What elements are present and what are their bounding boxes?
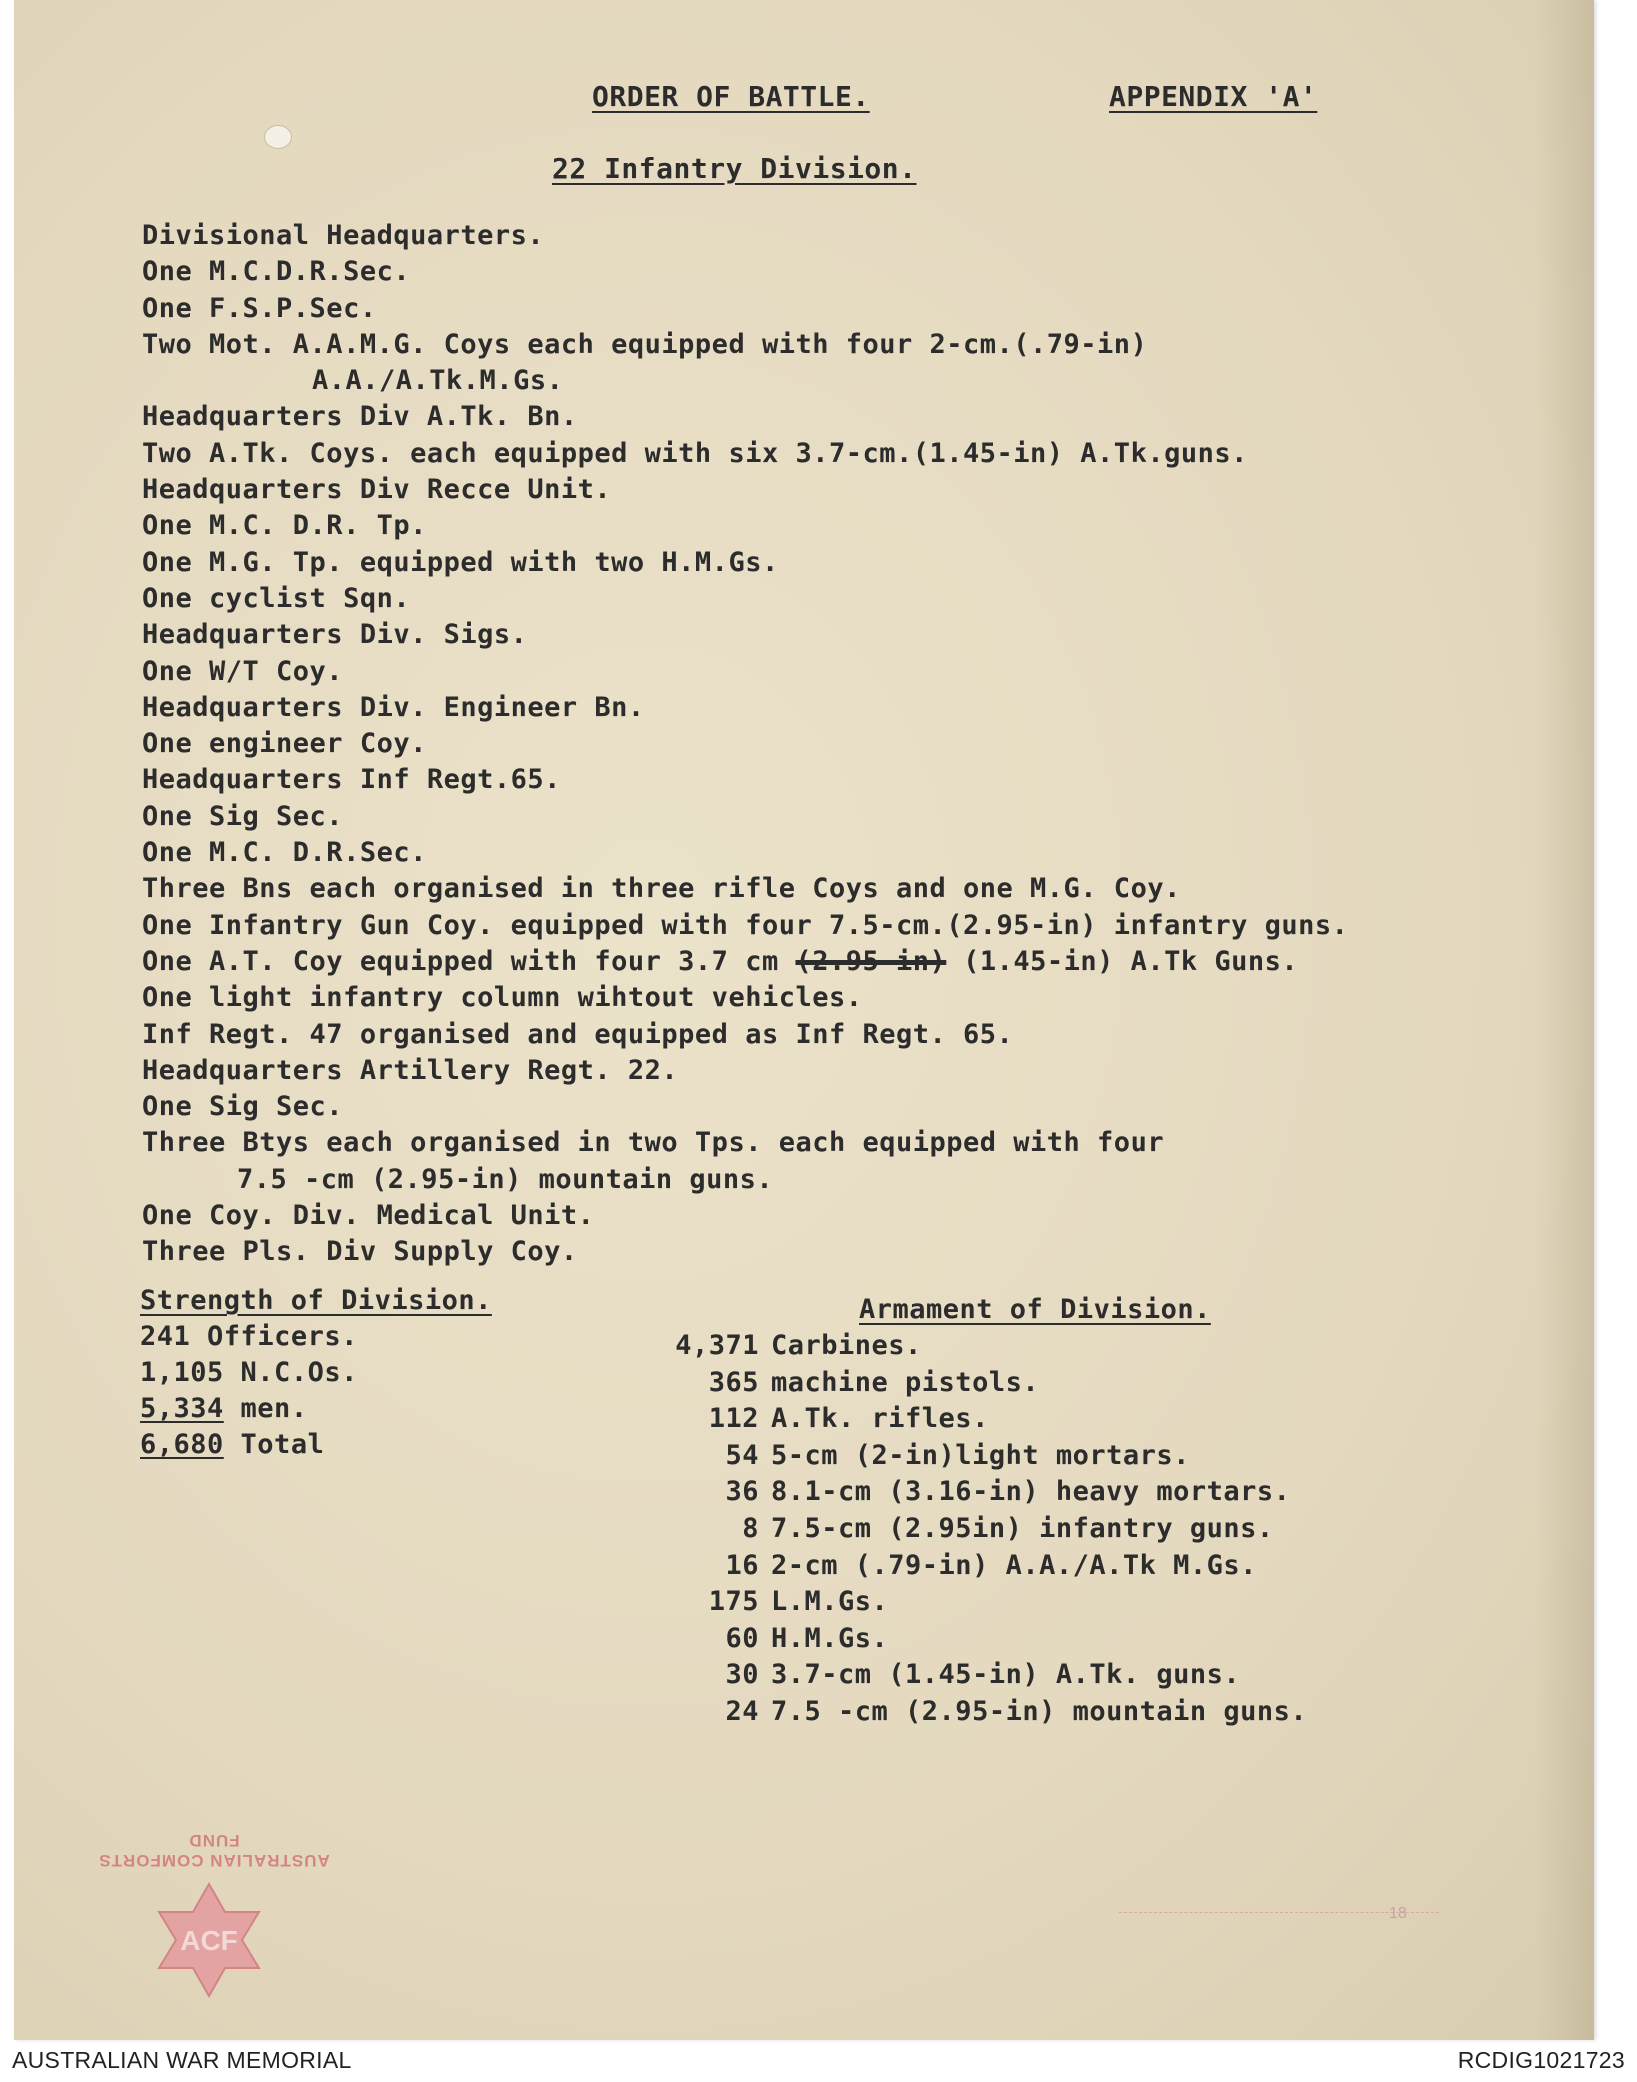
armament-item: machine pistols. [771, 1366, 1040, 1398]
order-line: Two Mot. A.A.M.G. Coys each equipped with four 2-cm.(.79-in) [142, 328, 1148, 360]
armament-qty: 24 [725, 1695, 759, 1727]
strength-label: men. [240, 1393, 308, 1424]
strength-label: Total [240, 1429, 325, 1460]
strength-label: N.C.Os. [240, 1357, 358, 1388]
armament-row [654, 1621, 1307, 1658]
footer-institution: AUSTRALIAN WAR MEMORIAL [12, 2047, 352, 2073]
order-line-with-strike [142, 944, 1542, 980]
strength-number: 6,680 [140, 1429, 224, 1460]
order-line: One Coy. Div. Medical Unit. [142, 1200, 595, 1232]
order-line: Divisional Headquarters. [142, 220, 545, 251]
document-page [14, 0, 1594, 2040]
armament-item: L.M.Gs. [771, 1586, 889, 1618]
armament-qty: 112 [708, 1403, 759, 1435]
division-heading: 22 Infantry Division. [552, 152, 917, 185]
armament-item: 3.7-cm (1.45-in) A.Tk. guns. [771, 1659, 1241, 1691]
strength-section [140, 1283, 492, 1463]
strength-number: 1,105 [140, 1357, 224, 1388]
order-line: Headquarters Div A.Tk. Bn. [142, 401, 578, 433]
armament-row [654, 1584, 1307, 1621]
order-line: Inf Regt. 47 organised and equipped as Inf Regt. 65. [142, 1018, 1014, 1050]
strength-row [140, 1391, 492, 1427]
order-line: Headquarters Div. Sigs. [142, 619, 528, 651]
armament-qty: 4,371 [675, 1330, 759, 1361]
armament-item: 5-cm (2-in)light mortars. [771, 1439, 1190, 1471]
strength-row [140, 1427, 492, 1463]
order-line: One M.C. D.R. Tp. [142, 510, 427, 542]
order-line: Two A.Tk. Coys. each equipped with six 3.7-cm.(1.45-in) A.Tk.guns. [142, 437, 1248, 469]
order-of-battle-list [142, 218, 1542, 1271]
order-line: One engineer Coy. [142, 728, 427, 760]
armament-row [654, 1694, 1307, 1731]
comforts-fund-stamp [84, 1830, 344, 2000]
armament-row [654, 1474, 1307, 1511]
page-number: 18 [1389, 1905, 1407, 1922]
document-title: ORDER OF BATTLE. [592, 80, 870, 113]
order-line-part: One A.T. Coy equipped with four 3.7 cm [142, 945, 779, 977]
armament-row [654, 1401, 1307, 1438]
armament-row [654, 1365, 1307, 1402]
order-line: One Sig Sec. [142, 1091, 344, 1123]
armament-row [654, 1438, 1307, 1475]
footer-record-id: RCDIG1021723 [1457, 2047, 1625, 2073]
strength-row [140, 1319, 492, 1355]
order-line: One cyclist Sqn. [142, 582, 411, 614]
order-line-part: (1.45-in) A.Tk Guns. [963, 945, 1299, 977]
order-line: Headquarters Inf Regt.65. [142, 764, 561, 796]
appendix-label: APPENDIX 'A' [1109, 80, 1318, 113]
strength-label: Officers. [207, 1321, 358, 1352]
strength-number: 241 [140, 1321, 191, 1352]
armament-qty: 54 [725, 1439, 759, 1471]
armament-item: 8.1-cm (3.16-in) heavy mortars. [771, 1476, 1291, 1508]
armament-qty: 30 [725, 1659, 759, 1691]
order-line: One M.C.D.R.Sec. [142, 256, 411, 288]
strength-number: 5,334 [140, 1393, 224, 1424]
order-line: One F.S.P.Sec. [142, 292, 377, 324]
star-emblem-icon [149, 1880, 269, 2000]
order-line: Headquarters Div Recce Unit. [142, 474, 612, 506]
order-line: One M.G. Tp. equipped with two H.M.Gs. [142, 546, 779, 578]
order-line: Headquarters Artillery Regt. 22. [142, 1054, 679, 1086]
stamp-text: AUSTRALIAN COMFORTS FUND [98, 1831, 330, 1870]
armament-qty: 60 [725, 1622, 759, 1654]
order-line: Headquarters Div. Engineer Bn. [142, 691, 645, 723]
order-line: Three Btys each organised in two Tps. each equipped with four [142, 1127, 1165, 1159]
armament-item: A.Tk. rifles. [771, 1403, 989, 1435]
strength-title: Strength of Division. [140, 1285, 492, 1316]
paper-edge-shadow [1534, 0, 1594, 2040]
order-line: 7.5 -cm (2.95-in) mountain guns. [237, 1163, 774, 1195]
armament-qty: 36 [725, 1476, 759, 1508]
armament-qty: 16 [725, 1549, 759, 1581]
armament-qty: 365 [708, 1366, 759, 1398]
armament-row [654, 1657, 1307, 1694]
order-line: One Infantry Gun Coy. equipped with four 7.5-cm.(2.95-in) infantry guns. [142, 909, 1349, 941]
armament-qty: 175 [708, 1586, 759, 1618]
stamp-emblem-text: ACF [180, 1925, 238, 1956]
strength-row [140, 1355, 492, 1391]
order-line: One light infantry column wihtout vehicles. [142, 982, 863, 1014]
armament-title: Armament of Division. [859, 1294, 1211, 1325]
armament-item: 7.5-cm (2.95in) infantry guns. [771, 1512, 1274, 1544]
armament-item: H.M.Gs. [771, 1622, 889, 1654]
order-line: Three Pls. Div Supply Coy. [142, 1236, 578, 1268]
armament-row [654, 1511, 1307, 1548]
armament-row [654, 1328, 1307, 1365]
armament-section [654, 1292, 1307, 1731]
struck-out-text: (2.95-in) [795, 945, 947, 977]
order-line: One Sig Sec. [142, 800, 344, 832]
order-line: One M.C. D.R.Sec. [142, 837, 427, 869]
armament-item: Carbines. [771, 1330, 922, 1361]
armament-item: 7.5 -cm (2.95-in) mountain guns. [771, 1695, 1308, 1727]
order-line: A.A./A.Tk.M.Gs. [312, 365, 564, 397]
armament-row [654, 1548, 1307, 1585]
armament-qty: 8 [742, 1512, 759, 1544]
armament-item: 2-cm (.79-in) A.A./A.Tk M.Gs. [771, 1549, 1257, 1581]
order-line: Three Bns each organised in three rifle Coys and one M.G. Coy. [142, 873, 1181, 905]
punch-hole [264, 125, 292, 149]
order-line: One W/T Coy. [142, 655, 344, 687]
